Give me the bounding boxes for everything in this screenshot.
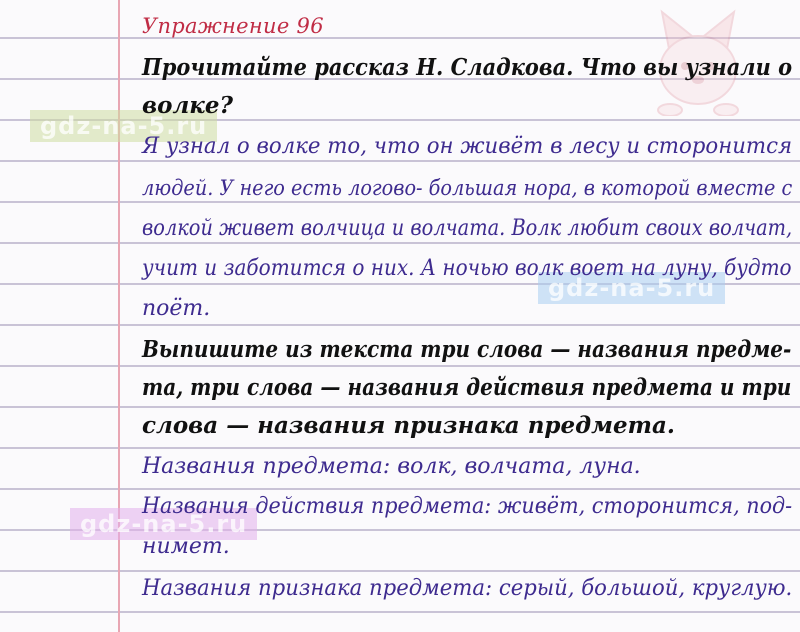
task-text-line: Выпишите из текста три слова — названия предме- [142, 336, 792, 363]
watermark: gdz-na-5.ru [538, 272, 725, 304]
watermark: gdz-na-5.ru [70, 508, 257, 540]
exercise-heading: Упражнение 96 [142, 14, 324, 38]
answer-text-line: людей. У него есть логово- большая нора, в которой вместе с [142, 176, 793, 200]
answer-text-line: Названия предмета: волк, волчата, луна. [142, 454, 641, 479]
answer-text-line: Названия действия предмета: живёт, сторонится, под- [142, 494, 793, 519]
answer-text-line: Я узнал о волке то, что он живёт в лесу и сторонится [142, 134, 793, 159]
watermark: gdz-na-5.ru [30, 110, 217, 142]
answer-text-line: поёт. [142, 296, 211, 321]
task-text-line: Прочитайте рассказ Н. Сладкова. Что вы узнали о [142, 54, 793, 81]
answer-text-line: учит и заботится о них. А ночью волк воет на луну, будто [142, 256, 792, 281]
task-text-line: слова — названия признака предмета. [142, 412, 675, 439]
answer-text-line: нимет. [142, 534, 230, 559]
answer-text-line: волкой живет волчица и волчата. Волк любит своих волчат, [142, 216, 793, 241]
task-text-line: та, три слова — названия действия предмета и три [142, 374, 792, 401]
task-text-line: волке? [142, 92, 233, 119]
answer-text-line: Названия признака предмета: серый, большой, круглую. [142, 576, 793, 601]
